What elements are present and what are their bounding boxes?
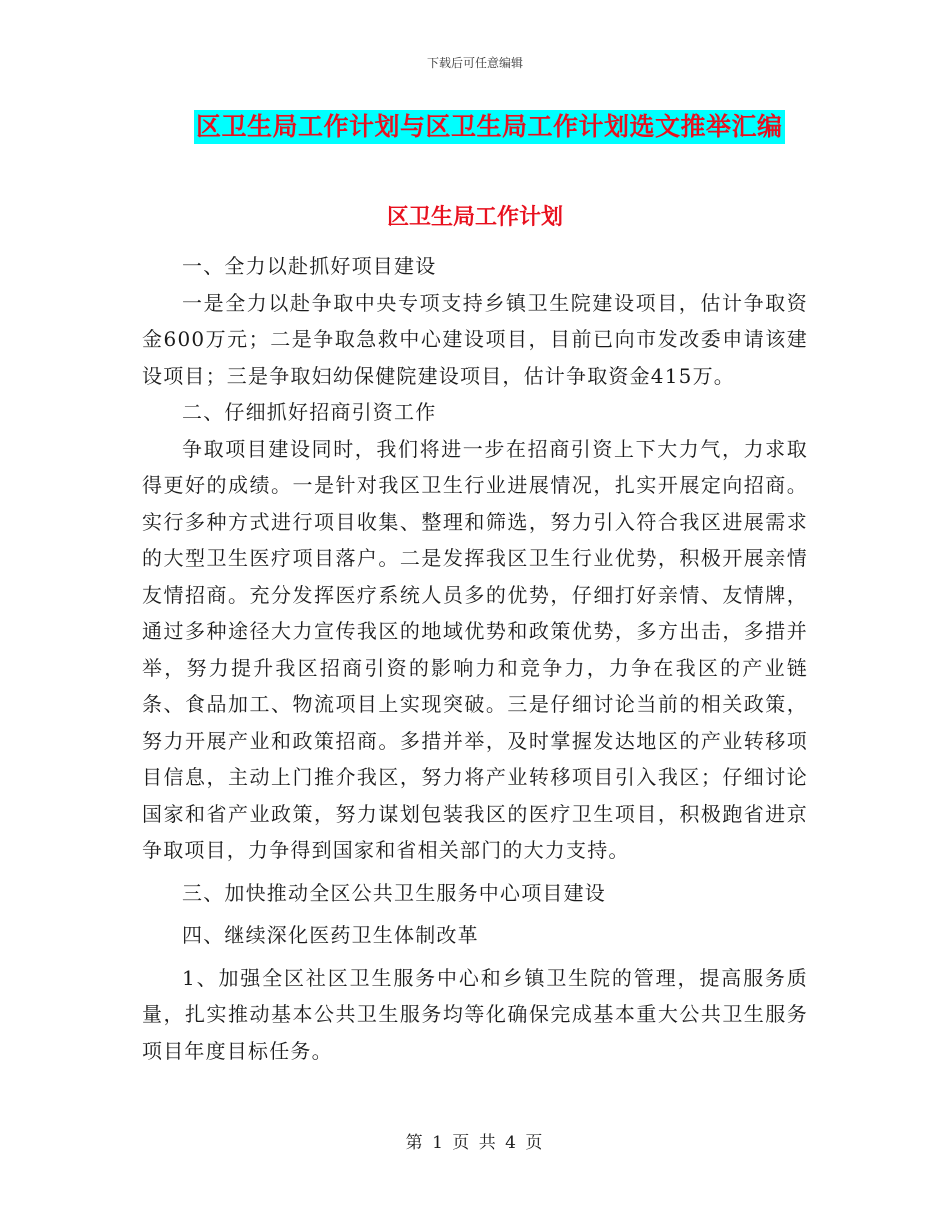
section-heading-4: 四、继续深化医药卫生体制改革: [182, 923, 479, 947]
paragraph-1: 一是全力以赴争取中央专项支持乡镇卫生院建设项目，估计争取资金600万元；二是争取急救中心建设项目，目前已向市发改委申请该建设项目；三是争取妇幼保健院建设项目，估计争取资金415万。: [142, 290, 808, 388]
document-body: [142, 248, 808, 1069]
page-header-note: 下载后可任意编辑: [426, 56, 523, 70]
section-title: 区卫生局工作计划: [386, 205, 563, 230]
paragraph-3: 1、加强全区社区卫生服务中心和乡镇卫生院的管理，提高服务质量，扎实推动基本公共卫生服务均等化确保完成基本重大公共卫生服务项目年度目标任务。: [142, 965, 808, 1063]
paragraph-2: 争取项目建设同时，我们将进一步在招商引资上下大力气，力求取得更好的成绩。一是针对我区卫生行业进展情况，扎实开展定向招商。实行多种方式进行项目收集、整理和筛选，努力引入符合我区进展需求的大型卫生医疗项目落户。二是发挥我区卫生行业优势，积极开展亲情友情招商。充分发挥医疗系统人员多的优势，仔细打好亲情、友情牌，通过多种途径大力宣传我区的地域优势和政策优势，多方出击，多措并举，努力提升我区招商引资的影响力和竞争力，力争在我区的产业链条、食品加工、物流项目上实现突破。三是仔细讨论当前的相关政策，努力开展产业和政策招商。多措并举，及时掌握发达地区的产业转移项目信息，主动上门推介我区，努力将产业转移项目引入我区；仔细讨论国家和省产业政策，努力谋划包装我区的医疗卫生项目，积极跑省进京争取项目，力争得到国家和省相关部门的大力支持。: [142, 436, 808, 862]
section-heading-1: 一、全力以赴抓好项目建设: [182, 254, 437, 278]
main-title: 区卫生局工作计划与区卫生局工作计划选文推举汇编: [196, 112, 783, 141]
main-title-highlight: [194, 110, 785, 144]
section-heading-2: 二、仔细抓好招商引资工作: [182, 400, 437, 424]
page-number-footer: 第 1 页 共 4 页: [405, 1133, 545, 1153]
section-heading-3: 三、加快推动全区公共卫生服务中心项目建设: [182, 880, 606, 905]
